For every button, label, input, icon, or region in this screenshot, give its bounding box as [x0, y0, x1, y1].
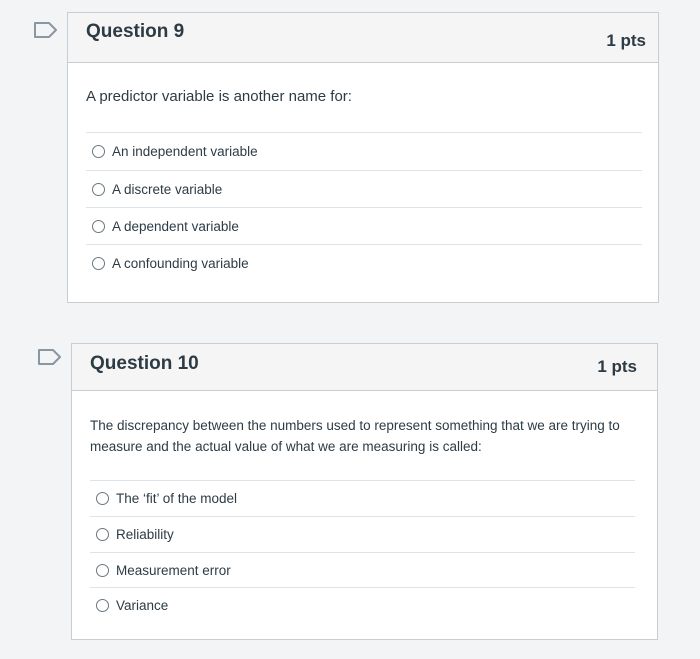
- radio-button[interactable]: [96, 599, 109, 612]
- question-10-header: [72, 344, 657, 391]
- question-title: Question 9: [86, 21, 185, 42]
- question-prompt-line: measure and the actual value of what we are measuring is called:: [90, 439, 482, 454]
- question-9-card: [67, 12, 659, 303]
- radio-button[interactable]: [96, 492, 109, 505]
- question-prompt: A predictor variable is another name for:: [86, 88, 352, 105]
- answer-label: Measurement error: [116, 562, 231, 578]
- answer-label: A discrete variable: [112, 181, 223, 197]
- answer-label: A dependent variable: [112, 218, 239, 234]
- question-prompt: [90, 415, 650, 457]
- answer-list: [86, 132, 642, 281]
- question-points: 1 pts: [597, 357, 637, 376]
- answer-label: Variance: [116, 598, 169, 613]
- answer-list: [90, 480, 635, 623]
- answer-label: A confounding variable: [112, 255, 249, 271]
- question-10-card: [71, 343, 658, 640]
- answer-option[interactable]: [90, 480, 635, 516]
- answer-option[interactable]: [86, 207, 642, 244]
- answer-option[interactable]: [86, 132, 642, 170]
- answer-label: The ‘fit’ of the model: [116, 491, 238, 506]
- radio-button[interactable]: [92, 145, 105, 158]
- answer-label: An independent variable: [112, 144, 258, 159]
- question-9-header: [68, 13, 658, 63]
- answer-option[interactable]: [90, 516, 635, 552]
- radio-button[interactable]: [92, 220, 105, 233]
- radio-button[interactable]: [92, 183, 105, 196]
- question-title: Question 10: [90, 353, 199, 374]
- flag-question-icon[interactable]: [37, 348, 63, 366]
- flag-question-icon[interactable]: [33, 21, 59, 39]
- radio-button[interactable]: [92, 257, 105, 270]
- radio-button[interactable]: [96, 564, 109, 577]
- question-points: 1 pts: [606, 31, 646, 50]
- answer-label: Reliability: [116, 527, 174, 542]
- answer-option[interactable]: [86, 170, 642, 207]
- answer-option[interactable]: [86, 244, 642, 281]
- question-prompt-line: The discrepancy between the numbers used to represent something that we are trying to: [90, 418, 620, 433]
- answer-option[interactable]: [90, 587, 635, 623]
- answer-option[interactable]: [90, 552, 635, 587]
- radio-button[interactable]: [96, 528, 109, 541]
